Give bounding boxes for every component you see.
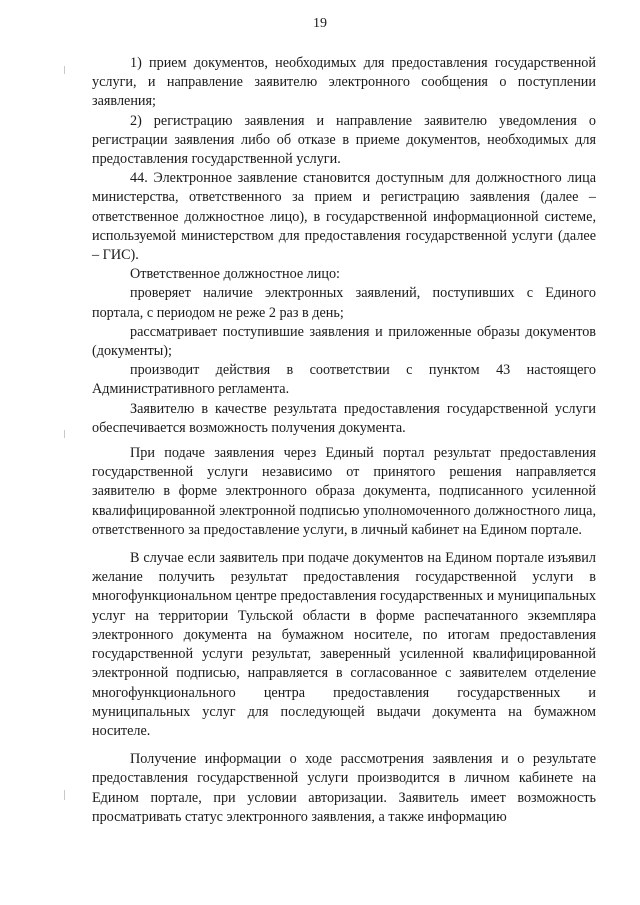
paragraph: Ответственное должностное лицо: <box>130 266 340 283</box>
paragraph: 2) регистрацию заявления и направление заявителю уведомления о регистрации заявления либо об отказе в приеме документов, необходимых для предоставления государственной услуги. <box>92 112 596 168</box>
paragraph: В случае если заявитель при подаче документов на Едином портале изъявил желание получить результат предоставления государственной услуги в многофункциональном центре предоставления государственных и муниципальных услуг на территории Тульской области в форме распечатанного экземпляра электронного документа на бумажном носителе, по итогам предоставления государственной услуги результат, заверенный усиленной квалифицированной электронной подписью, направляется в согласованное с заявителем отделение многофункционального центра предоставления государственных и муниципальных услуг для последующей выдачи документа на бумажном носителе. <box>92 550 596 739</box>
page-number: 19 <box>313 16 327 31</box>
paragraph: проверяет наличие электронных заявлений, поступивших с Единого портала, с периодом не реже 2 раз в день; <box>92 285 596 321</box>
paragraph: При подаче заявления через Единый портал результат предоставления государственной услуги независимо от принятого решения направляется заявителю в форме электронного образа документа, подписанного усиленной квалифицированной электронной подписью уполномоченного должностного лица, ответственного за предоставление услуги, в личный кабинет на Едином портале. <box>92 445 596 538</box>
margin-mark <box>64 790 65 800</box>
margin-mark <box>64 66 65 74</box>
margin-mark <box>64 430 65 438</box>
paragraph: Получение информации о ходе рассмотрения заявления и о результате предоставления государственной услуги производится в личном кабинете на Едином портале, при условии авторизации. Заявитель имеет возможность просматривать статус электронного заявления, а также информацию <box>92 751 596 825</box>
paragraph: рассматривает поступившие заявления и приложенные образы документов (документы); <box>92 323 596 360</box>
paragraph: 44. Электронное заявление становится доступным для должностного лица министерства, ответственного за прием и регистрацию заявления (далее – ответственное должностное лицо), в государственной информационной системе, используемой министерством для предоставления государственной услуги (далее – ГИС). <box>92 170 596 264</box>
paragraph: 1) прием документов, необходимых для предоставления государственной услуги, и направление заявителю электронного сообщения о поступлении заявления; <box>92 55 596 110</box>
paragraph: производит действия в соответствии с пунктом 43 настоящего Административного регламента. <box>92 362 596 398</box>
document-body <box>92 54 596 827</box>
paragraph: Заявителю в качестве результата предоставления государственной услуги обеспечивается возможность получения документа. <box>92 400 596 436</box>
